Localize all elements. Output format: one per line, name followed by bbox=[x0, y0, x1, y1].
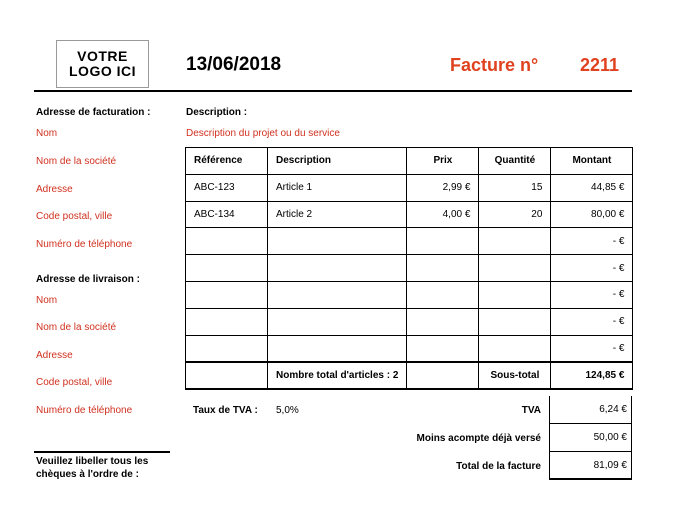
subtotal-value: 124,85 € bbox=[551, 362, 633, 389]
cell-amount: - € bbox=[551, 335, 633, 362]
invoice-total-label: Total de la facture bbox=[456, 461, 541, 472]
total-articles: Nombre total d'articles : 2 bbox=[268, 362, 407, 389]
cell-amount: - € bbox=[551, 281, 633, 308]
table-header-row bbox=[186, 148, 633, 175]
cell-quantity bbox=[479, 255, 551, 282]
cheque-divider bbox=[34, 451, 170, 453]
table-row bbox=[186, 174, 633, 201]
shipping-address: Adresse bbox=[36, 350, 73, 361]
col-header-reference: Référence bbox=[186, 148, 268, 175]
cell-quantity bbox=[479, 281, 551, 308]
description-title: Description : bbox=[186, 107, 248, 118]
cell-quantity bbox=[479, 335, 551, 362]
items-table bbox=[185, 147, 633, 390]
deposit-value: 50,00 € bbox=[549, 424, 632, 452]
billing-postal: Code postal, ville bbox=[36, 211, 113, 222]
table-row bbox=[186, 228, 633, 255]
cell-description bbox=[268, 281, 407, 308]
cell-quantity: 20 bbox=[479, 201, 551, 228]
cell-description: Article 2 bbox=[268, 201, 407, 228]
billing-address: Adresse bbox=[36, 184, 73, 195]
table-row bbox=[186, 308, 633, 335]
vat-value: 6,24 € bbox=[549, 396, 632, 424]
col-header-description: Description bbox=[268, 148, 407, 175]
cell-description bbox=[268, 308, 407, 335]
cell-amount: 80,00 € bbox=[551, 201, 633, 228]
cell-reference bbox=[186, 308, 268, 335]
cell-price: 2,99 € bbox=[407, 174, 479, 201]
cell-amount: - € bbox=[551, 228, 633, 255]
table-row bbox=[186, 335, 633, 362]
cell-price bbox=[407, 281, 479, 308]
cell-reference: ABC-134 bbox=[186, 201, 268, 228]
subtotal-label: Sous-total bbox=[479, 362, 551, 389]
shipping-phone: Numéro de téléphone bbox=[36, 405, 133, 416]
shipping-title: Adresse de livraison : bbox=[36, 274, 140, 285]
table-row bbox=[186, 255, 633, 282]
vat-rate-value: 5,0% bbox=[276, 405, 299, 416]
vat-label: TVA bbox=[521, 405, 541, 416]
cell-reference bbox=[186, 228, 268, 255]
cheque-note: Veuillez libeller tous les chèques à l'ordre de : bbox=[36, 456, 149, 480]
cell-reference: ABC-123 bbox=[186, 174, 268, 201]
subtotal-row bbox=[186, 362, 633, 389]
cell-amount: - € bbox=[551, 308, 633, 335]
table-row bbox=[186, 281, 633, 308]
shipping-name: Nom bbox=[36, 295, 58, 306]
cell-description: Article 1 bbox=[268, 174, 407, 201]
cell-quantity bbox=[479, 228, 551, 255]
cell-price bbox=[407, 228, 479, 255]
billing-title: Adresse de facturation : bbox=[36, 107, 151, 118]
cell-description bbox=[268, 228, 407, 255]
billing-name: Nom bbox=[36, 128, 58, 139]
cell-price bbox=[407, 308, 479, 335]
invoice-number: 2211 bbox=[580, 55, 620, 75]
invoice-label: Facture n° bbox=[450, 55, 539, 75]
cell-quantity: 15 bbox=[479, 174, 551, 201]
description-text: Description du projet ou du service bbox=[186, 128, 340, 139]
cell-description bbox=[268, 335, 407, 362]
shipping-company: Nom de la société bbox=[36, 322, 117, 333]
billing-company: Nom de la société bbox=[36, 156, 117, 167]
cell-empty bbox=[407, 362, 479, 389]
vat-rate-label: Taux de TVA : bbox=[193, 405, 258, 416]
cell-price bbox=[407, 335, 479, 362]
cell-amount: - € bbox=[551, 255, 633, 282]
cell-reference bbox=[186, 281, 268, 308]
cell-price bbox=[407, 255, 479, 282]
cell-amount: 44,85 € bbox=[551, 174, 633, 201]
cell-empty bbox=[186, 362, 268, 389]
logo-placeholder bbox=[56, 40, 149, 88]
invoice-date: 13/06/2018 bbox=[186, 54, 282, 75]
table-row bbox=[186, 201, 633, 228]
billing-phone: Numéro de téléphone bbox=[36, 239, 133, 250]
cell-description bbox=[268, 255, 407, 282]
logo-text: VOTRE LOGO ICI bbox=[69, 48, 136, 79]
shipping-postal: Code postal, ville bbox=[36, 377, 113, 388]
cell-reference bbox=[186, 335, 268, 362]
cell-reference bbox=[186, 255, 268, 282]
cell-quantity bbox=[479, 308, 551, 335]
col-header-amount: Montant bbox=[551, 148, 633, 175]
header-divider bbox=[34, 90, 632, 92]
col-header-quantity: Quantité bbox=[479, 148, 551, 175]
col-header-price: Prix bbox=[407, 148, 479, 175]
deposit-label: Moins acompte déjà versé bbox=[416, 433, 541, 444]
invoice-total-value: 81,09 € bbox=[549, 452, 632, 480]
cell-price: 4,00 € bbox=[407, 201, 479, 228]
